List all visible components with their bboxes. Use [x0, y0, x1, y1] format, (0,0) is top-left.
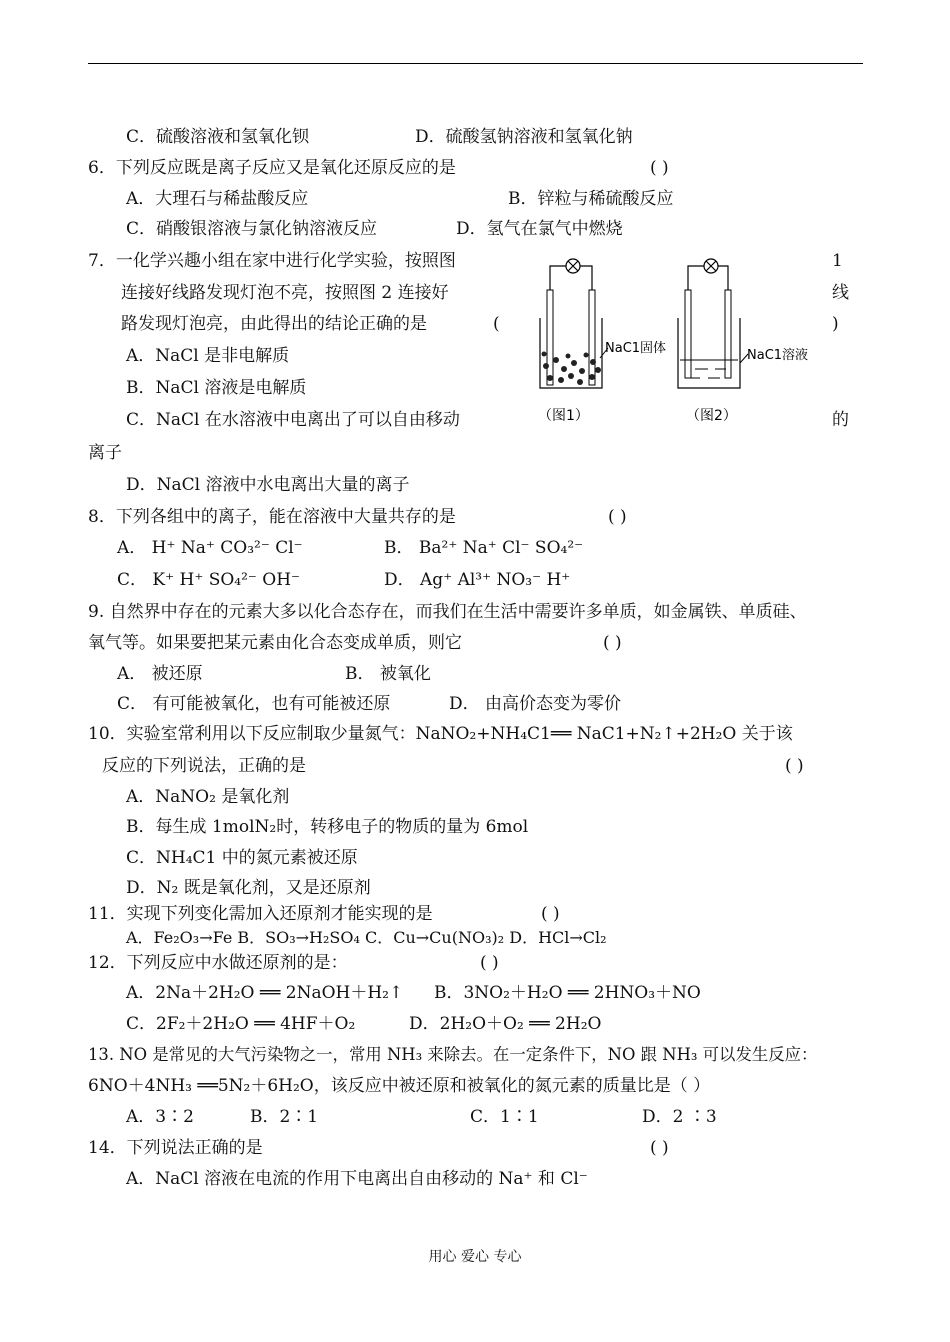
q6-option-b: B．锌粒与稀硫酸反应 — [508, 189, 674, 209]
q10-stem-line1: 10．实验室常利用以下反应制取少量氮气：NaNO₂+NH₄C1══ NaC1+N₂↑+2H₂O 关于该 — [88, 724, 793, 744]
q6-option-d: D．氢气在氯气中燃烧 — [456, 219, 623, 239]
q12-stem: 12．下列反应中水做还原剂的是： — [88, 953, 348, 973]
q9-stem-line1: 9. 自然界中存在的元素大多以化合态存在，而我们在生活中需要许多单质，如金属铁、单质硅、 — [88, 602, 807, 622]
q8-option-a: A． H⁺ Na⁺ CO₃²⁻ Cl⁻ — [117, 538, 303, 558]
q12-answer-blank: ( ) — [480, 953, 499, 973]
q7-apparatus-figure — [530, 248, 830, 433]
fig1-label: NaC1固体 — [605, 341, 667, 356]
q10-option-d: D．N₂ 既是氧化剂，又是还原剂 — [126, 878, 371, 898]
q6-answer-blank: ( ) — [650, 158, 669, 178]
q10-answer-blank: ( ) — [785, 756, 804, 776]
q12-option-b: B．3NO₂＋H₂O ══ 2HNO₃＋NO — [434, 983, 701, 1003]
q10-option-a: A．NaNO₂ 是氧化剂 — [126, 787, 290, 807]
q7-stem-line2: 连接好线路发现灯泡不亮，按照图 2 连接好 — [121, 283, 449, 303]
fig2-label: NaC1溶液 — [747, 348, 809, 363]
page-footer: 用心 爱心 专心 — [428, 1249, 522, 1265]
q10-stem-line2: 反应的下列说法，正确的是 — [102, 756, 306, 776]
q12-option-d: D．2H₂O＋O₂ ══ 2H₂O — [409, 1014, 602, 1034]
q13-option-a: A．3∶2 — [126, 1107, 194, 1127]
q14-stem: 14．下列说法正确的是 — [88, 1138, 263, 1158]
q8-option-c: C． K⁺ H⁺ SO₄²⁻ OH⁻ — [117, 570, 301, 590]
q5-option-d: D．硫酸氢钠溶液和氢氧化钠 — [415, 127, 633, 147]
q7-stem-line2-end: 线 — [832, 283, 849, 303]
q13-stem-line1: 13. NO 是常见的大气污染物之一，常用 NH₃ 来除去。在一定条件下，NO 跟 NH₃ 可以发生反应： — [88, 1045, 818, 1064]
q7-option-a: A．NaCl 是非电解质 — [126, 346, 290, 366]
q9-option-b: B． 被氧化 — [345, 664, 431, 684]
q6-option-a: A．大理石与稀盐酸反应 — [126, 189, 309, 209]
q9-option-d: D． 由高价态变为零价 — [449, 694, 622, 714]
fig2-circuit — [688, 259, 728, 308]
q10-option-b: B．每生成 1molN₂时，转移电子的物质的量为 6mol — [126, 817, 529, 837]
q6-option-c: C．硝酸银溶液与氯化钠溶液反应 — [126, 219, 378, 239]
q13-option-b: B．2∶1 — [250, 1107, 319, 1127]
q14-option-a: A．NaCl 溶液在电流的作用下电离出自由移动的 Na⁺ 和 Cl⁻ — [126, 1169, 588, 1189]
q7-option-c-wrap: 离子 — [88, 443, 122, 463]
q9-stem-line2: 氧气等。如果要把某元素由化合态变成单质，则它 — [88, 633, 462, 653]
q13-option-d: D．2 ∶3 — [642, 1107, 717, 1127]
q5-option-c: C．硫酸溶液和氢氧化钡 — [126, 127, 310, 147]
q11-stem: 11．实现下列变化需加入还原剂才能实现的是 — [88, 904, 433, 924]
fig1-caption: （图1） — [538, 408, 589, 424]
q7-option-c: C．NaCl 在水溶液中电离出了可以自由移动 — [126, 410, 460, 430]
q8-option-d: D． Ag⁺ Al³⁺ NO₃⁻ H⁺ — [384, 570, 571, 590]
q12-option-a: A．2Na＋2H₂O ══ 2NaOH＋H₂↑ — [126, 983, 404, 1003]
q11-answer-blank: ( ) — [541, 904, 560, 924]
q7-stem-line1: 7．一化学兴趣小组在家中进行化学实验，按照图 — [88, 251, 456, 271]
q6-stem: 6．下列反应既是离子反应又是氧化还原反应的是 — [88, 158, 456, 178]
q9-answer-blank: ( ) — [603, 633, 622, 653]
q7-stem-line3: 路发现灯泡亮，由此得出的结论正确的是 — [121, 314, 427, 334]
q12-option-c: C．2F₂＋2H₂O ══ 4HF＋O₂ — [126, 1014, 356, 1034]
fig2-caption: （图2） — [686, 408, 737, 424]
q7-answer-close: ) — [832, 314, 839, 334]
fig1-electrode-right — [589, 290, 595, 385]
q8-answer-blank: ( ) — [608, 507, 627, 527]
header-rule — [88, 63, 863, 64]
fig1-circuit — [550, 259, 592, 308]
q7-option-b: B．NaCl 溶液是电解质 — [126, 378, 307, 398]
q10-option-c: C．NH₄C1 中的氮元素被还原 — [126, 848, 358, 868]
q7-option-d: D．NaCl 溶液中水电离出大量的离子 — [126, 475, 410, 495]
q8-stem: 8．下列各组中的离子，能在溶液中大量共存的是 — [88, 507, 456, 527]
fig2-electrode-right — [725, 290, 731, 378]
q13-option-c: C．1∶1 — [470, 1107, 539, 1127]
q7-answer-open: ( — [493, 314, 500, 334]
q11-options: A．Fe₂O₃→Fe B．SO₃→H₂SO₄ C．Cu→Cu(NO₃)₂ D．HCl→Cl₂ — [126, 928, 607, 947]
q9-option-a: A． 被还原 — [117, 664, 203, 684]
q9-option-c: C． 有可能被氧化，也有可能被还原 — [117, 694, 391, 714]
q13-stem-line2: 6NO＋4NH₃ ══5N₂＋6H₂O，该反应中被还原和被氧化的氮元素的质量比是（ ） — [88, 1076, 711, 1096]
q8-option-b: B． Ba²⁺ Na⁺ Cl⁻ SO₄²⁻ — [384, 538, 584, 558]
q7-stem-line1-end: 1 — [832, 251, 843, 271]
q14-answer-blank: ( ) — [650, 1138, 669, 1158]
q7-option-c-end: 的 — [832, 410, 849, 430]
fig2-electrode-left — [685, 290, 691, 378]
fig1-electrode-left — [547, 290, 553, 385]
